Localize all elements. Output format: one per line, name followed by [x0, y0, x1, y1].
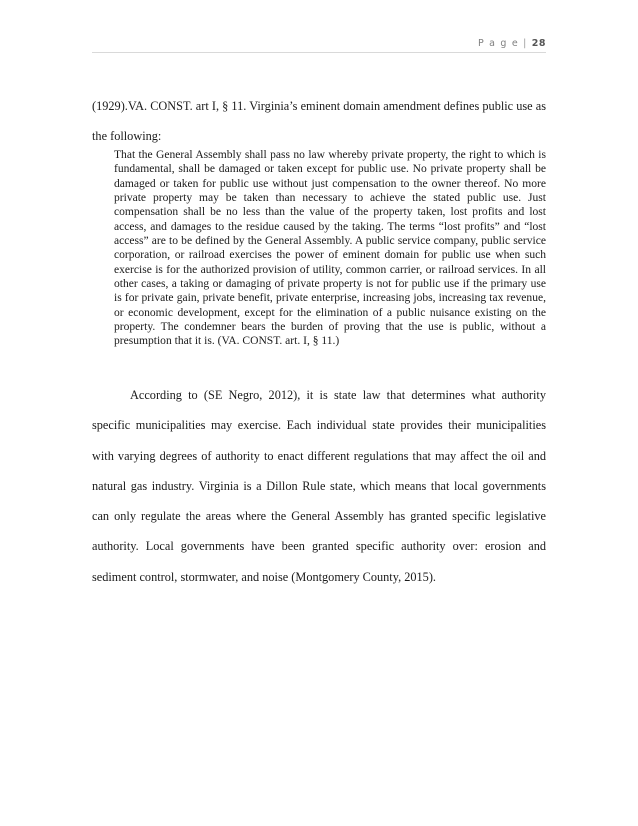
block-quote: That the General Assembly shall pass no law whereby private property, the right to which is fundamental, shall be damaged or taken except for public use. No private property shall be damaged or taken for public use without just compensation to the owner thereof. No more private property may be taken than necessary to achieve the stated public use. Just compensation shall be no less than the value of the property taken, lost profits and lost access, and damages to the residue caused by the taking. The terms “lost profits” and “lost access” are to be defined by the General Assembly. A public service company, public service corporation, or railroad exercises the power of eminent domain for public use when such exercise is for the authorized provision of utility, common carrier, or railroad services. In all other cases, a taking or damaging of private property is not for public use if the primary use is for private gain, private benefit, private enterprise, increasing jobs, increasing tax revenue, or economic development, except for the elimination of a public nuisance existing on the property. The condemner bears the burden of proving that the use is public, without a presumption that it is. (VA. CONST. art. I, § 11.) [114, 149, 546, 348]
header-rule [92, 52, 546, 53]
page-number: 28 [531, 38, 546, 49]
body-paragraph: According to (SE Negro, 2012), it is state law that determines what authority specific municipalities may exercise. Each individual state provides their municipalities with varying degrees of authority to enact different regulations that may affect the oil and natural gas industry. Virginia is a Dillon Rule state, which means that local governments can only regulate the areas where the General Assembly has granted specific legislative authority. Local governments have been granted specific authority over: erosion and sediment control, stormwater, and noise (Montgomery County, 2015). [92, 388, 546, 584]
header-separator: | [523, 38, 528, 49]
intro-paragraph: (1929).VA. CONST. art I, § 11. Virginia’s eminent domain amendment defines public use as the following: [92, 99, 546, 143]
page-label: P a g e [478, 38, 519, 49]
page-header [92, 38, 546, 52]
